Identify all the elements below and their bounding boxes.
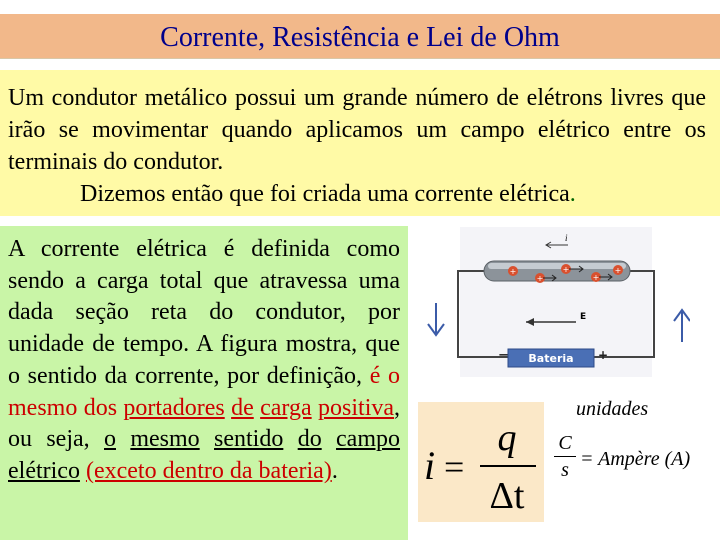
charge-sign: +	[614, 266, 622, 275]
units-equation: = Ampère (A)	[580, 448, 691, 470]
page-title: Corrente, Resistência e Lei de Ohm	[160, 22, 560, 53]
right-arrow-up-icon	[674, 310, 690, 342]
formula-equals: =	[444, 447, 465, 487]
formula-lhs: i	[424, 443, 436, 488]
battery-label: Bateria	[528, 352, 574, 365]
units-title: unidades	[576, 398, 649, 420]
word-campo: campo	[336, 426, 401, 453]
charge-sign: +	[592, 273, 600, 282]
definition-end-period: .	[331, 457, 338, 484]
intro-paragraph: Um condutor metálico possui um grande número de elétrons livres que irão se movimentar quando aplicamos um campo elétrico entre os terminais do condutor.	[8, 85, 706, 175]
definition-highlight: é o mesmo dos	[8, 362, 400, 421]
intro-conclusion-period: .	[569, 181, 576, 207]
formula-denominator: Δt	[489, 475, 525, 517]
charge-sign: +	[509, 267, 517, 276]
charge-sign: +	[536, 274, 544, 283]
word-exceto-bateria: (exceto dentro da bateria)	[85, 457, 332, 484]
units-box	[548, 390, 720, 490]
intro-conclusion	[8, 178, 706, 210]
charge-sign: +	[562, 265, 570, 274]
battery-plus: +	[598, 348, 609, 362]
units-numerator: C	[554, 430, 576, 457]
word-carga: carga	[260, 394, 312, 421]
battery-minus: −	[498, 348, 509, 363]
word-portadores: portadores	[123, 394, 225, 421]
intro-box	[0, 70, 720, 216]
word-positiva: positiva	[318, 394, 395, 421]
current-label: i	[565, 233, 568, 243]
circuit-diagram	[418, 225, 690, 380]
definition-box	[0, 226, 408, 540]
definition-mid-text: , ou seja,	[8, 394, 401, 453]
word-sentido: sentido	[214, 426, 284, 453]
current-formula	[418, 402, 544, 522]
formula-numerator: q	[497, 417, 517, 459]
word-de: de	[231, 394, 254, 421]
title-bar	[0, 14, 720, 59]
units-denominator: s	[561, 459, 569, 481]
left-arrow-down-icon	[428, 303, 444, 335]
word-do: do	[297, 426, 322, 453]
intro-conclusion-text: Dizemos então que foi criada uma corrente elétrica	[80, 181, 570, 207]
field-label: E	[580, 312, 587, 322]
units-fraction	[554, 430, 576, 483]
word-eletrico: elétrico	[8, 457, 80, 484]
word-o: o	[104, 426, 116, 453]
definition-text: A corrente elétrica é definida como sendo a carga total que atravessa uma dada seção reta do condutor, por unidade de tempo. A figura mostra, que o sentido da corrente, por definição,	[8, 236, 400, 389]
word-mesmo: mesmo	[130, 426, 200, 453]
